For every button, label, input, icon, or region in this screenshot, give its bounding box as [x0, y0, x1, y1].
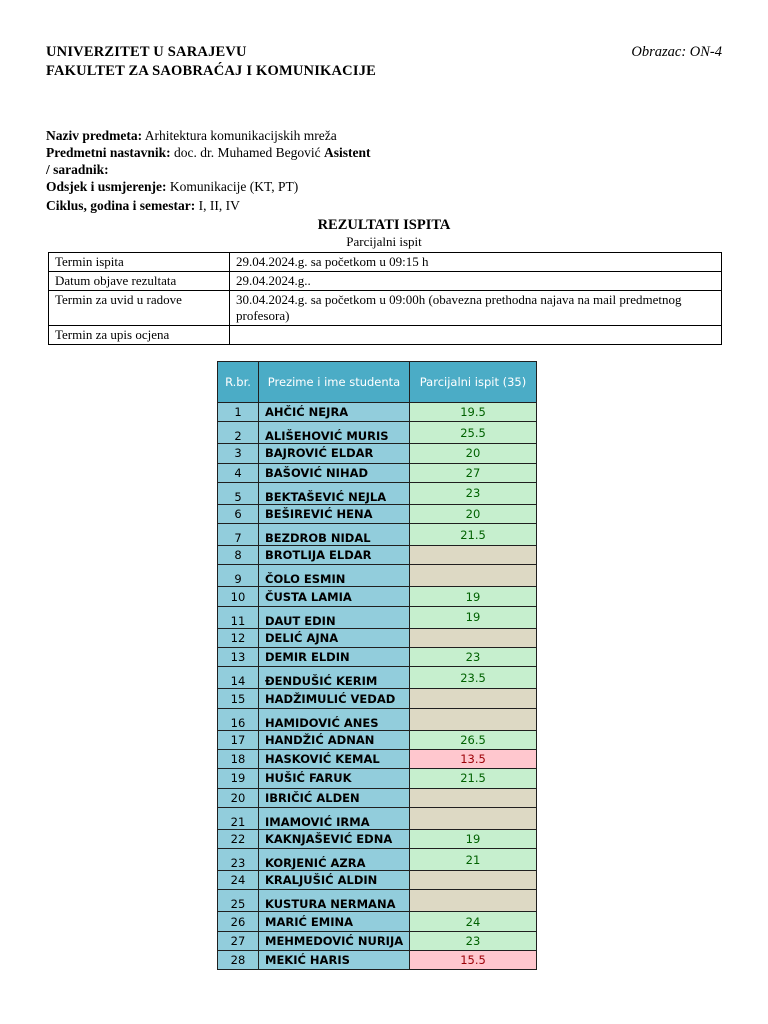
student-name: MEKIĆ HARIS — [259, 951, 410, 970]
info-row — [49, 326, 722, 345]
student-name: IBRIČIĆ ALDEN — [259, 788, 410, 807]
student-name: DELIĆ AJNA — [259, 628, 410, 647]
student-score — [410, 565, 537, 587]
results-title: REZULTATI ISPITA — [317, 217, 451, 233]
table-row — [218, 931, 537, 950]
row-number: 20 — [218, 788, 259, 807]
table-row — [218, 689, 537, 708]
row-number: 4 — [218, 463, 259, 482]
student-name: AHČIĆ NEJRA — [259, 403, 410, 422]
student-score: 21 — [410, 849, 537, 871]
table-row — [218, 524, 537, 546]
student-name: ALIŠEHOVIĆ MURIS — [259, 422, 410, 444]
row-number: 9 — [218, 565, 259, 587]
table-row — [218, 849, 537, 871]
row-number: 26 — [218, 912, 259, 931]
row-number: 15 — [218, 689, 259, 708]
student-score: 21.5 — [410, 524, 537, 546]
student-name: DAUT EDIN — [259, 606, 410, 628]
exam-info-table — [48, 252, 722, 345]
table-row — [218, 565, 537, 587]
row-number: 7 — [218, 524, 259, 546]
student-name: KUSTURA NERMANA — [259, 890, 410, 912]
student-score: 19 — [410, 829, 537, 848]
results-subtitle: Parcijalni ispit — [346, 234, 422, 249]
table-row — [218, 829, 537, 848]
student-score — [410, 788, 537, 807]
student-name: BEZDROB NIDAL — [259, 524, 410, 546]
university-name: UNIVERZITET U SARAJEVU — [46, 44, 247, 60]
row-number: 25 — [218, 890, 259, 912]
results-table — [217, 361, 537, 970]
row-number: 12 — [218, 628, 259, 647]
student-score: 23 — [410, 482, 537, 504]
student-score: 23 — [410, 931, 537, 950]
table-row — [218, 546, 537, 565]
student-score: 13.5 — [410, 749, 537, 768]
teacher-label: Predmetni nastavnik: — [46, 145, 171, 160]
student-name: ČOLO ESMIN — [259, 565, 410, 587]
student-score — [410, 708, 537, 730]
row-number: 11 — [218, 606, 259, 628]
table-row — [218, 912, 537, 931]
student-score: 19 — [410, 606, 537, 628]
student-name: IMAMOVIĆ IRMA — [259, 807, 410, 829]
column-header-student: Prezime i ime studenta — [259, 362, 410, 403]
info-row — [49, 272, 722, 291]
student-score: 15.5 — [410, 951, 537, 970]
assistant-label: Asistent — [324, 145, 371, 160]
student-score — [410, 546, 537, 565]
department-label: Odsjek i usmjerenje: — [46, 179, 167, 194]
student-name: KRALJUŠIĆ ALDIN — [259, 871, 410, 890]
student-score: 24 — [410, 912, 537, 931]
student-name: HUŠIĆ FARUK — [259, 769, 410, 788]
column-header-score: Parcijalni ispit (35) — [410, 362, 537, 403]
course-cycle — [46, 197, 240, 214]
results-header-row — [218, 362, 537, 403]
assistant-label-cont: / saradnik: — [46, 162, 109, 177]
column-header-number: R.br. — [218, 362, 259, 403]
subject-label: Naziv predmeta: — [46, 128, 143, 143]
student-score: 27 — [410, 463, 537, 482]
student-score: 23.5 — [410, 667, 537, 689]
student-name: BROTLIJA ELDAR — [259, 546, 410, 565]
info-label: Datum objave rezultata — [49, 272, 230, 291]
student-score: 21.5 — [410, 769, 537, 788]
student-score: 19.5 — [410, 403, 537, 422]
table-row — [218, 606, 537, 628]
table-row — [218, 890, 537, 912]
table-row — [218, 482, 537, 504]
table-row — [218, 504, 537, 523]
student-score: 20 — [410, 504, 537, 523]
student-name: HAMIDOVIĆ ANES — [259, 708, 410, 730]
table-row — [218, 463, 537, 482]
table-row — [218, 749, 537, 768]
course-teacher — [46, 144, 371, 161]
student-name: HASKOVIĆ KEMAL — [259, 749, 410, 768]
student-score — [410, 689, 537, 708]
student-score: 23 — [410, 648, 537, 667]
student-name: BAJROVIĆ ELDAR — [259, 444, 410, 463]
table-row — [218, 422, 537, 444]
student-score: 26.5 — [410, 730, 537, 749]
row-number: 16 — [218, 708, 259, 730]
table-row — [218, 788, 537, 807]
row-number: 5 — [218, 482, 259, 504]
table-row — [218, 730, 537, 749]
row-number: 24 — [218, 871, 259, 890]
student-name: DEMIR ELDIN — [259, 648, 410, 667]
student-name: BEŠIREVIĆ HENA — [259, 504, 410, 523]
student-name: MEHMEDOVIĆ NURIJA — [259, 931, 410, 950]
row-number: 23 — [218, 849, 259, 871]
row-number: 18 — [218, 749, 259, 768]
table-row — [218, 648, 537, 667]
row-number: 28 — [218, 951, 259, 970]
course-department — [46, 178, 298, 195]
student-score: 20 — [410, 444, 537, 463]
student-score — [410, 890, 537, 912]
row-number: 17 — [218, 730, 259, 749]
student-name: ČUSTA LAMIA — [259, 587, 410, 606]
info-label: Termin ispita — [49, 253, 230, 272]
row-number: 1 — [218, 403, 259, 422]
info-value: 30.04.2024.g. sa početkom u 09:00h (obavezna prethodna najava na mail predmetnog profesora) — [230, 291, 722, 326]
student-name: MARIĆ EMINA — [259, 912, 410, 931]
student-name: ĐENDUŠIĆ KERIM — [259, 667, 410, 689]
row-number: 2 — [218, 422, 259, 444]
student-name: KAKNJAŠEVIĆ EDNA — [259, 829, 410, 848]
student-name: HADŽIMULIĆ VEDAD — [259, 689, 410, 708]
table-row — [218, 403, 537, 422]
cycle-value: I, II, IV — [198, 198, 240, 213]
row-number: 13 — [218, 648, 259, 667]
table-row — [218, 807, 537, 829]
table-row — [218, 769, 537, 788]
student-score — [410, 871, 537, 890]
course-assistant — [46, 161, 109, 178]
student-score: 25.5 — [410, 422, 537, 444]
row-number: 22 — [218, 829, 259, 848]
row-number: 21 — [218, 807, 259, 829]
student-score: 19 — [410, 587, 537, 606]
department-value: Komunikacije (KT, PT) — [169, 179, 299, 194]
info-row — [49, 291, 722, 326]
row-number: 8 — [218, 546, 259, 565]
student-score — [410, 628, 537, 647]
subject-value: Arhitektura komunikacijskih mreža — [144, 128, 337, 143]
table-row — [218, 444, 537, 463]
table-row — [218, 667, 537, 689]
info-value — [230, 326, 722, 345]
table-row — [218, 871, 537, 890]
faculty-name: FAKULTET ZA SAOBRAĆAJ I KOMUNIKACIJE — [46, 63, 377, 79]
info-label: Termin za upis ocjena — [49, 326, 230, 345]
row-number: 14 — [218, 667, 259, 689]
table-row — [218, 708, 537, 730]
info-row — [49, 253, 722, 272]
student-score — [410, 807, 537, 829]
row-number: 6 — [218, 504, 259, 523]
row-number: 3 — [218, 444, 259, 463]
student-name: HANDŽIĆ ADNAN — [259, 730, 410, 749]
table-row — [218, 951, 537, 970]
teacher-value: doc. dr. Muhamed Begović — [174, 145, 321, 160]
row-number: 19 — [218, 769, 259, 788]
table-row — [218, 587, 537, 606]
info-label: Termin za uvid u radove — [49, 291, 230, 326]
student-name: BAŠOVIĆ NIHAD — [259, 463, 410, 482]
table-row — [218, 628, 537, 647]
info-value: 29.04.2024.g.. — [230, 272, 722, 291]
student-name: KORJENIĆ AZRA — [259, 849, 410, 871]
student-name: BEKTAŠEVIĆ NEJLA — [259, 482, 410, 504]
course-subject — [46, 127, 337, 144]
row-number: 27 — [218, 931, 259, 950]
info-value: 29.04.2024.g. sa početkom u 09:15 h — [230, 253, 722, 272]
form-code: Obrazac: ON-4 — [631, 44, 722, 60]
cycle-label: Ciklus, godina i semestar: — [46, 198, 196, 213]
row-number: 10 — [218, 587, 259, 606]
